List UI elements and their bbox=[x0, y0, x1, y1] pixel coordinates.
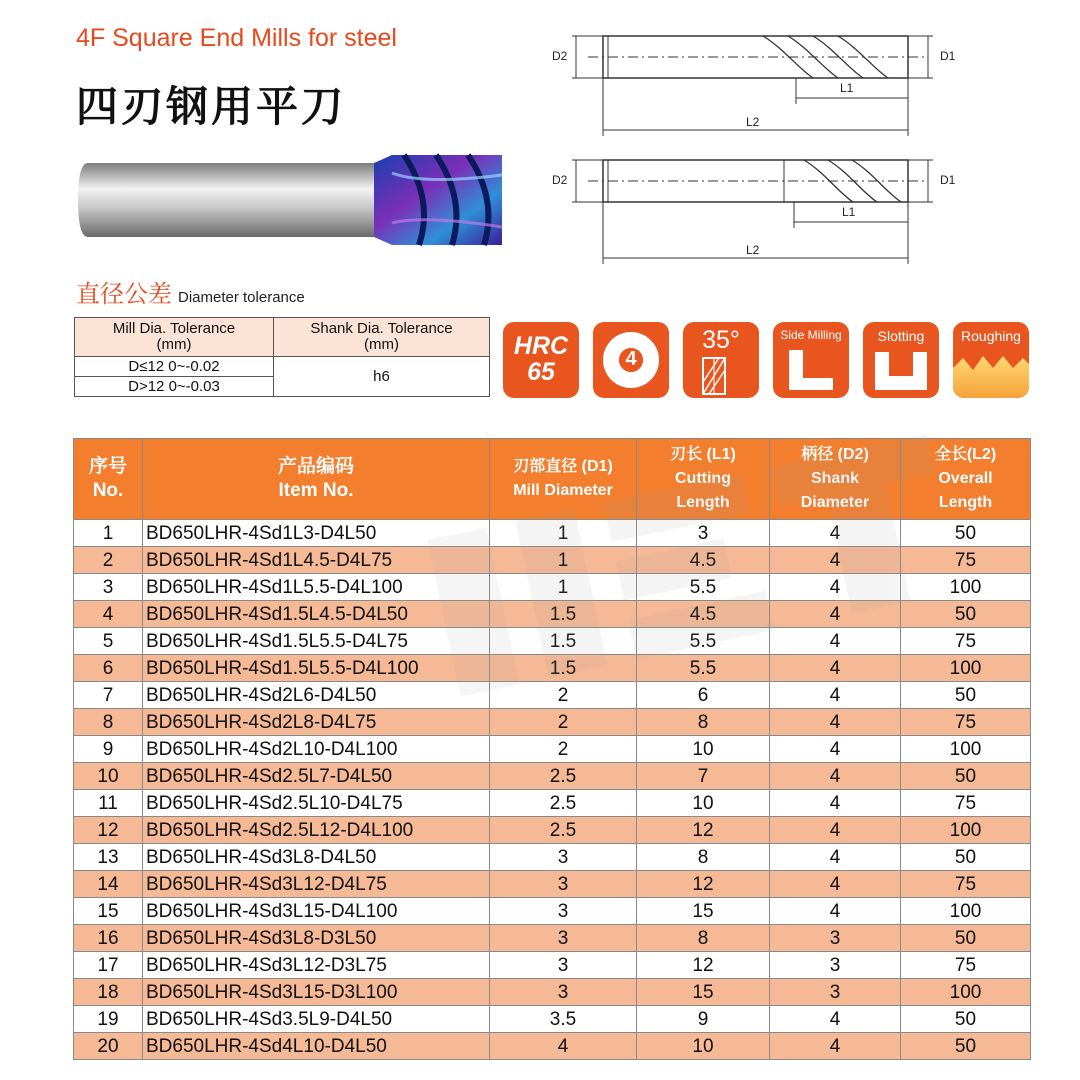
row-number-cell: 16 bbox=[74, 925, 143, 952]
mill-diameter-cell: 1 bbox=[490, 574, 637, 601]
dimension-diagram-top bbox=[548, 28, 968, 140]
table-row bbox=[74, 682, 1031, 709]
dimension-diagram-bottom bbox=[548, 156, 968, 268]
mill-diameter-cell: 2.5 bbox=[490, 790, 637, 817]
overall-length-cell: 100 bbox=[901, 817, 1031, 844]
mill-diameter-cell: 2.5 bbox=[490, 817, 637, 844]
cutting-length-cell: 8 bbox=[637, 844, 770, 871]
overall-length-cell: 75 bbox=[901, 790, 1031, 817]
cutting-length-cell: 4.5 bbox=[637, 547, 770, 574]
item-number-cell: BD650LHR-4Sd2L10-D4L100 bbox=[143, 736, 490, 763]
row-number-cell: 5 bbox=[74, 628, 143, 655]
row-number-cell: 8 bbox=[74, 709, 143, 736]
overall-length-cell: 50 bbox=[901, 1006, 1031, 1033]
cutting-length-cell: 9 bbox=[637, 1006, 770, 1033]
overall-length-cell: 50 bbox=[901, 601, 1031, 628]
cutting-length-cell: 10 bbox=[637, 1033, 770, 1060]
overall-length-cell: 50 bbox=[901, 520, 1031, 547]
row-number-cell: 1 bbox=[74, 520, 143, 547]
shank-diameter-cell: 4 bbox=[770, 736, 901, 763]
shank-diameter-cell: 4 bbox=[770, 682, 901, 709]
table-row bbox=[74, 763, 1031, 790]
mill-diameter-cell: 2 bbox=[490, 682, 637, 709]
item-number-cell: BD650LHR-4Sd1L3-D4L50 bbox=[143, 520, 490, 547]
overall-length-cell: 50 bbox=[901, 763, 1031, 790]
overall-length-cell: 75 bbox=[901, 628, 1031, 655]
side-milling-icon bbox=[773, 322, 849, 398]
row-number-cell: 18 bbox=[74, 979, 143, 1006]
row-number-cell: 10 bbox=[74, 763, 143, 790]
mill-diameter-cell: 3 bbox=[490, 844, 637, 871]
mill-diameter-cell: 3.5 bbox=[490, 1006, 637, 1033]
shank-diameter-cell: 4 bbox=[770, 844, 901, 871]
cutting-length-cell: 3 bbox=[637, 520, 770, 547]
table-row bbox=[74, 709, 1031, 736]
item-number-cell: BD650LHR-4Sd3.5L9-D4L50 bbox=[143, 1006, 490, 1033]
item-number-cell: BD650LHR-4Sd1.5L4.5-D4L50 bbox=[143, 601, 490, 628]
row-number-cell: 12 bbox=[74, 817, 143, 844]
helix-angle-value: 35° bbox=[702, 326, 740, 354]
table-row bbox=[74, 979, 1031, 1006]
cutting-length-cell: 10 bbox=[637, 790, 770, 817]
item-number-cell: BD650LHR-4Sd1L5.5-D4L100 bbox=[143, 574, 490, 601]
item-number-cell: BD650LHR-4Sd3L8-D4L50 bbox=[143, 844, 490, 871]
cutting-length-cell: 15 bbox=[637, 898, 770, 925]
cutting-length-cell: 12 bbox=[637, 871, 770, 898]
overall-length-cell: 100 bbox=[901, 736, 1031, 763]
hrc-label: HRC bbox=[513, 332, 569, 360]
item-number-cell: BD650LHR-4Sd1.5L5.5-D4L75 bbox=[143, 628, 490, 655]
hrc-value: 65 bbox=[527, 358, 555, 386]
table-row bbox=[74, 574, 1031, 601]
label-l1-bottom: L1 bbox=[842, 205, 856, 219]
label-l2-bottom: L2 bbox=[746, 243, 760, 257]
table-row bbox=[74, 736, 1031, 763]
cutting-length-cell: 10 bbox=[637, 736, 770, 763]
cutting-length-cell: 8 bbox=[637, 925, 770, 952]
shank-diameter-cell: 4 bbox=[770, 547, 901, 574]
cutting-length-cell: 4.5 bbox=[637, 601, 770, 628]
label-d1-bottom: D1 bbox=[940, 173, 956, 187]
shank-diameter-cell: 4 bbox=[770, 1033, 901, 1060]
cutting-length-cell: 6 bbox=[637, 682, 770, 709]
side-milling-badge bbox=[773, 322, 849, 398]
spec-table bbox=[73, 438, 1031, 1060]
overall-length-cell: 100 bbox=[901, 979, 1031, 1006]
shank-diameter-cell: 4 bbox=[770, 628, 901, 655]
tolerance-table bbox=[74, 317, 490, 397]
table-row bbox=[74, 628, 1031, 655]
label-l2: L2 bbox=[746, 115, 760, 129]
table-row bbox=[74, 655, 1031, 682]
cutting-length-cell: 15 bbox=[637, 979, 770, 1006]
overall-length-cell: 75 bbox=[901, 709, 1031, 736]
shank-diameter-cell: 3 bbox=[770, 952, 901, 979]
shank-diameter-cell: 4 bbox=[770, 817, 901, 844]
shank-diameter-cell: 4 bbox=[770, 601, 901, 628]
col-header-no: 序号 No. bbox=[74, 439, 143, 520]
slotting-badge bbox=[863, 322, 939, 398]
cutting-length-cell: 7 bbox=[637, 763, 770, 790]
slotting-icon bbox=[863, 322, 939, 398]
table-row bbox=[74, 790, 1031, 817]
table-row bbox=[74, 952, 1031, 979]
col-header-d1: 刃部直径 (D1) Mill Diameter bbox=[490, 439, 637, 520]
roughing-badge bbox=[953, 322, 1029, 398]
col-header-l1: 刃长 (L1) Cutting Length bbox=[637, 439, 770, 520]
cutting-length-cell: 5.5 bbox=[637, 655, 770, 682]
flute-count: 4 bbox=[625, 348, 637, 370]
overall-length-cell: 100 bbox=[901, 574, 1031, 601]
side-milling-label: Side Milling bbox=[780, 328, 842, 342]
mill-diameter-cell: 3 bbox=[490, 952, 637, 979]
col-header-l2: 全长(L2) Overall Length bbox=[901, 439, 1031, 520]
helix-angle-badge bbox=[683, 322, 759, 398]
title-chinese: 四刃钢用平刀 bbox=[76, 82, 347, 131]
mill-diameter-cell: 4 bbox=[490, 1033, 637, 1060]
table-row bbox=[74, 520, 1031, 547]
roughing-label: Roughing bbox=[961, 328, 1021, 344]
table-row bbox=[74, 844, 1031, 871]
shank-diameter-cell: 3 bbox=[770, 925, 901, 952]
table-row bbox=[74, 871, 1031, 898]
mill-diameter-cell: 1.5 bbox=[490, 628, 637, 655]
overall-length-cell: 50 bbox=[901, 1033, 1031, 1060]
mill-diameter-cell: 3 bbox=[490, 925, 637, 952]
item-number-cell: BD650LHR-4Sd3L12-D4L75 bbox=[143, 871, 490, 898]
row-number-cell: 17 bbox=[74, 952, 143, 979]
item-number-cell: BD650LHR-4Sd2L6-D4L50 bbox=[143, 682, 490, 709]
overall-length-cell: 75 bbox=[901, 952, 1031, 979]
label-d2-bottom: D2 bbox=[552, 173, 568, 187]
row-number-cell: 9 bbox=[74, 736, 143, 763]
item-number-cell: BD650LHR-4Sd2.5L10-D4L75 bbox=[143, 790, 490, 817]
shank-diameter-cell: 4 bbox=[770, 520, 901, 547]
mill-tolerance-row: D≤12 0~-0.02 bbox=[75, 357, 274, 377]
cutting-length-cell: 12 bbox=[637, 952, 770, 979]
item-number-cell: BD650LHR-4Sd1.5L5.5-D4L100 bbox=[143, 655, 490, 682]
shank-tolerance-header: Shank Dia. Tolerance (mm) bbox=[274, 318, 490, 357]
row-number-cell: 4 bbox=[74, 601, 143, 628]
label-l1: L1 bbox=[840, 81, 854, 95]
table-row bbox=[74, 817, 1031, 844]
shank-diameter-cell: 4 bbox=[770, 898, 901, 925]
spec-table-body bbox=[74, 520, 1031, 1060]
item-number-cell: BD650LHR-4Sd3L15-D4L100 bbox=[143, 898, 490, 925]
tolerance-heading-en: Diameter tolerance bbox=[178, 289, 305, 306]
overall-length-cell: 75 bbox=[901, 871, 1031, 898]
row-number-cell: 11 bbox=[74, 790, 143, 817]
mill-diameter-cell: 3 bbox=[490, 871, 637, 898]
roughing-icon bbox=[953, 322, 1029, 398]
label-d1: D1 bbox=[940, 49, 956, 63]
cutting-length-cell: 5.5 bbox=[637, 574, 770, 601]
cutting-length-cell: 12 bbox=[637, 817, 770, 844]
mill-diameter-cell: 1.5 bbox=[490, 601, 637, 628]
table-row bbox=[74, 1006, 1031, 1033]
helix-angle-icon bbox=[683, 322, 759, 398]
mill-tolerance-header: Mill Dia. Tolerance (mm) bbox=[75, 318, 274, 357]
hrc-badge bbox=[503, 322, 579, 398]
overall-length-cell: 100 bbox=[901, 655, 1031, 682]
row-number-cell: 6 bbox=[74, 655, 143, 682]
mill-diameter-cell: 2.5 bbox=[490, 763, 637, 790]
row-number-cell: 14 bbox=[74, 871, 143, 898]
shank-diameter-cell: 4 bbox=[770, 790, 901, 817]
col-header-d2: 柄径 (D2) Shank Diameter bbox=[770, 439, 901, 520]
item-number-cell: BD650LHR-4Sd2L8-D4L75 bbox=[143, 709, 490, 736]
item-number-cell: BD650LHR-4Sd1L4.5-D4L75 bbox=[143, 547, 490, 574]
shank-diameter-cell: 4 bbox=[770, 709, 901, 736]
shank-diameter-cell: 4 bbox=[770, 763, 901, 790]
mill-diameter-cell: 2 bbox=[490, 736, 637, 763]
overall-length-cell: 50 bbox=[901, 925, 1031, 952]
item-number-cell: BD650LHR-4Sd3L12-D3L75 bbox=[143, 952, 490, 979]
table-row bbox=[74, 1033, 1031, 1060]
overall-length-cell: 50 bbox=[901, 844, 1031, 871]
overall-length-cell: 100 bbox=[901, 898, 1031, 925]
row-number-cell: 13 bbox=[74, 844, 143, 871]
row-number-cell: 19 bbox=[74, 1006, 143, 1033]
overall-length-cell: 75 bbox=[901, 547, 1031, 574]
shank-diameter-cell: 4 bbox=[770, 871, 901, 898]
mill-diameter-cell: 3 bbox=[490, 979, 637, 1006]
title-english: 4F Square End Mills for steel bbox=[76, 24, 397, 52]
mill-diameter-cell: 2 bbox=[490, 709, 637, 736]
mill-diameter-cell: 1.5 bbox=[490, 655, 637, 682]
table-row bbox=[74, 925, 1031, 952]
row-number-cell: 15 bbox=[74, 898, 143, 925]
row-number-cell: 20 bbox=[74, 1033, 143, 1060]
row-number-cell: 2 bbox=[74, 547, 143, 574]
table-row bbox=[74, 601, 1031, 628]
cutting-length-cell: 8 bbox=[637, 709, 770, 736]
row-number-cell: 7 bbox=[74, 682, 143, 709]
mill-tolerance-row: D>12 0~-0.03 bbox=[75, 377, 274, 397]
item-number-cell: BD650LHR-4Sd3L8-D3L50 bbox=[143, 925, 490, 952]
table-row bbox=[74, 547, 1031, 574]
cutting-length-cell: 5.5 bbox=[637, 628, 770, 655]
item-number-cell: BD650LHR-4Sd2.5L7-D4L50 bbox=[143, 763, 490, 790]
four-flute-badge bbox=[593, 322, 669, 398]
shank-diameter-cell: 3 bbox=[770, 979, 901, 1006]
item-number-cell: BD650LHR-4Sd3L15-D3L100 bbox=[143, 979, 490, 1006]
mill-diameter-cell: 1 bbox=[490, 520, 637, 547]
tolerance-heading-cn: 直径公差 bbox=[76, 280, 172, 308]
item-number-cell: BD650LHR-4Sd2.5L12-D4L100 bbox=[143, 817, 490, 844]
mill-diameter-cell: 3 bbox=[490, 898, 637, 925]
tolerance-heading bbox=[76, 274, 305, 309]
shank-diameter-cell: 4 bbox=[770, 655, 901, 682]
overall-length-cell: 50 bbox=[901, 682, 1031, 709]
item-number-cell: BD650LHR-4Sd4L10-D4L50 bbox=[143, 1033, 490, 1060]
shank-tolerance-value: h6 bbox=[274, 357, 490, 397]
table-row bbox=[74, 898, 1031, 925]
end-mill-photo bbox=[74, 145, 504, 255]
shank-diameter-cell: 4 bbox=[770, 574, 901, 601]
mill-diameter-cell: 1 bbox=[490, 547, 637, 574]
col-header-item: 产品编码 Item No. bbox=[143, 439, 490, 520]
slotting-label: Slotting bbox=[877, 328, 925, 344]
shank-diameter-cell: 4 bbox=[770, 1006, 901, 1033]
row-number-cell: 3 bbox=[74, 574, 143, 601]
label-d2: D2 bbox=[552, 49, 568, 63]
